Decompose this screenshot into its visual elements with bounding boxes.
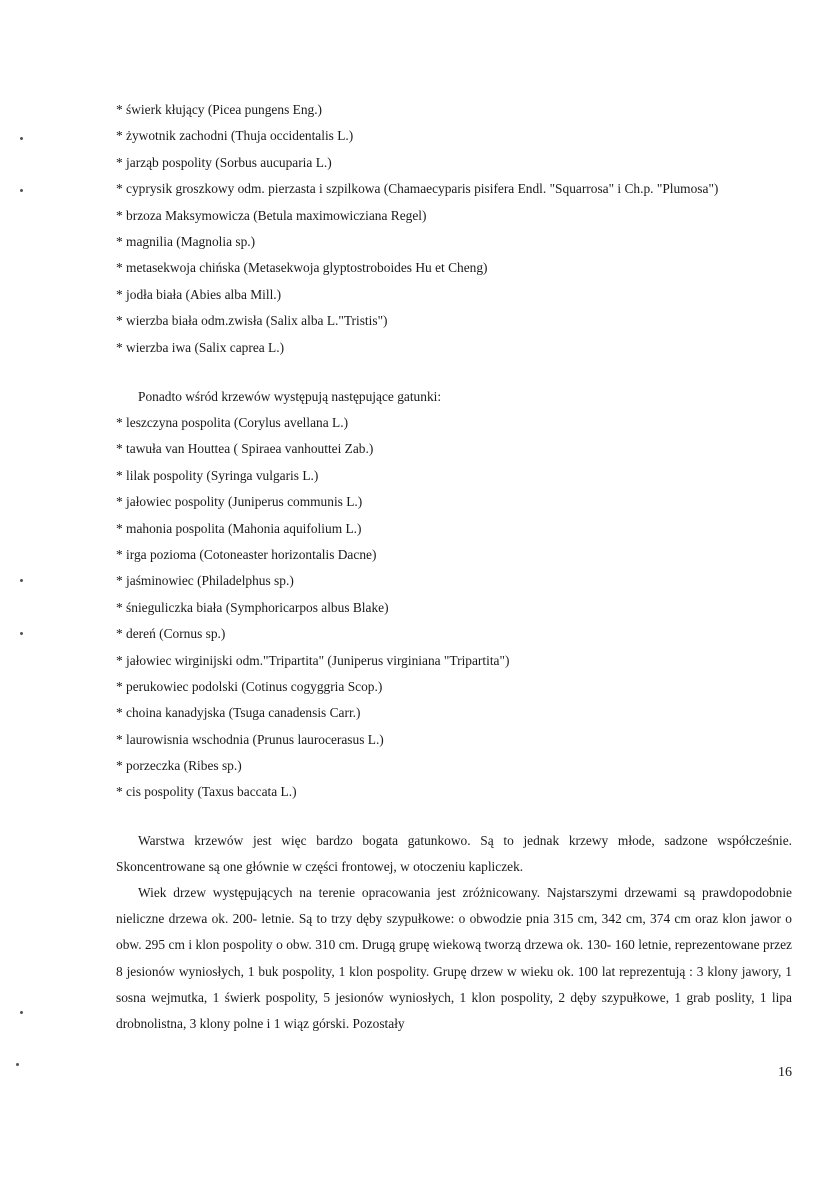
list-item: * dereń (Cornus sp.) — [116, 626, 226, 642]
scan-speck — [20, 189, 23, 192]
list-item: * jałowiec pospolity (Juniperus communis L.) — [116, 494, 363, 510]
shrub-species-list — [116, 410, 509, 806]
list-item: * jałowiec wirginijski odm."Tripartita" (Juniperus virginiana "Tripartita") — [116, 652, 510, 668]
list-item: * choina kanadyjska (Tsuga canadensis Carr.) — [116, 705, 361, 721]
list-item: * cis pospolity (Taxus baccata L.) — [116, 784, 297, 800]
shrubs-intro-text: Ponadto wśród krzewów występują następujące gatunki: — [138, 389, 442, 404]
list-item: * jodła biała (Abies alba Mill.) — [116, 286, 282, 302]
list-item: * irga pozioma (Cotoneaster horizontalis Dacne) — [116, 546, 377, 562]
page-number: 16 — [778, 1065, 792, 1080]
list-item: * perukowiec podolski (Cotinus cogyggria Scop.) — [116, 678, 383, 694]
list-item: * śnieguliczka biała (Symphoricarpos albus Blake) — [116, 599, 389, 615]
list-item: * świerk kłujący (Picea pungens Eng.) — [116, 102, 323, 117]
body-paragraph: Wiek drzew występujących na terenie opracowania jest zróżnicowany. Najstarszymi drzewami są prawdopodobnie nieliczne drzewa ok. 200- letnie. Są to trzy dęby szypułkowe: o obwodzie pnia 315 cm, 342 cm, 374 cm oraz klon jawor o obw. 295 cm i klon pospolity o obw. 310 cm. Drugą grupę wiekową tworzą drzewa ok. 130- 160 letnie, reprezentowane przez 8 jesionów wyniosłych, 1 buk pospolity, 1 klon pospolity. Grupę drzew w wieku ok. 100 lat reprezentują : 3 klony jawory, 1 sosna wejmutka, 1 świerk pospolity, 5 jesionów wyniosłych, 1 klon pospolity, 2 dęby szypułkowe, 1 grab poslity, 1 lipa drobnolistna, 3 klony polne i 1 wiąz górski. Pozostały — [116, 885, 792, 1032]
list-item: * wierzba biała odm.zwisła (Salix alba L."Tristis") — [116, 313, 388, 329]
list-item: * leszczyna pospolita (Corylus avellana L.) — [116, 415, 349, 430]
list-item: * jarząb pospolity (Sorbus aucuparia L.) — [116, 154, 332, 170]
list-item: * brzoza Maksymowicza (Betula maximowicziana Regel) — [116, 207, 427, 223]
scan-speck — [20, 632, 23, 635]
list-item: * wierzba iwa (Salix caprea L.) — [116, 339, 285, 355]
list-item: * cyprysik groszkowy odm. pierzasta i szpilkowa (Chamaecyparis pisifera Endl. "Squarrosa" i Ch.p. "Plumosa") — [116, 181, 719, 197]
list-item: * porzeczka (Ribes sp.) — [116, 758, 242, 774]
scan-speck — [16, 1063, 19, 1066]
list-item: * metasekwoja chińska (Metasekwoja glyptostroboides Hu et Cheng) — [116, 260, 488, 276]
tree-species-list — [116, 97, 718, 361]
scan-speck — [20, 137, 23, 140]
list-item: * żywotnik zachodni (Thuja occidentalis L.) — [116, 128, 354, 144]
scan-speck — [20, 579, 23, 582]
list-item: * mahonia pospolita (Mahonia aquifolium L.) — [116, 520, 362, 536]
list-item: * lilak pospolity (Syringa vulgaris L.) — [116, 467, 319, 483]
list-item: * magnilia (Magnolia sp.) — [116, 233, 256, 249]
scan-speck — [20, 1011, 23, 1014]
list-item: * tawuła van Houttea ( Spiraea vanhouttei Zab.) — [116, 441, 374, 457]
list-item: * jaśminowiec (Philadelphus sp.) — [116, 573, 294, 589]
body-paragraph: Warstwa krzewów jest więc bardzo bogata gatunkowo. Są to jednak krzewy młode, sadzone współcześnie. Skoncentrowane są one głównie w części frontowej, w otoczeniu kapliczek. — [116, 833, 792, 875]
list-item: * laurowisnia wschodnia (Prunus laurocerasus L.) — [116, 731, 384, 747]
